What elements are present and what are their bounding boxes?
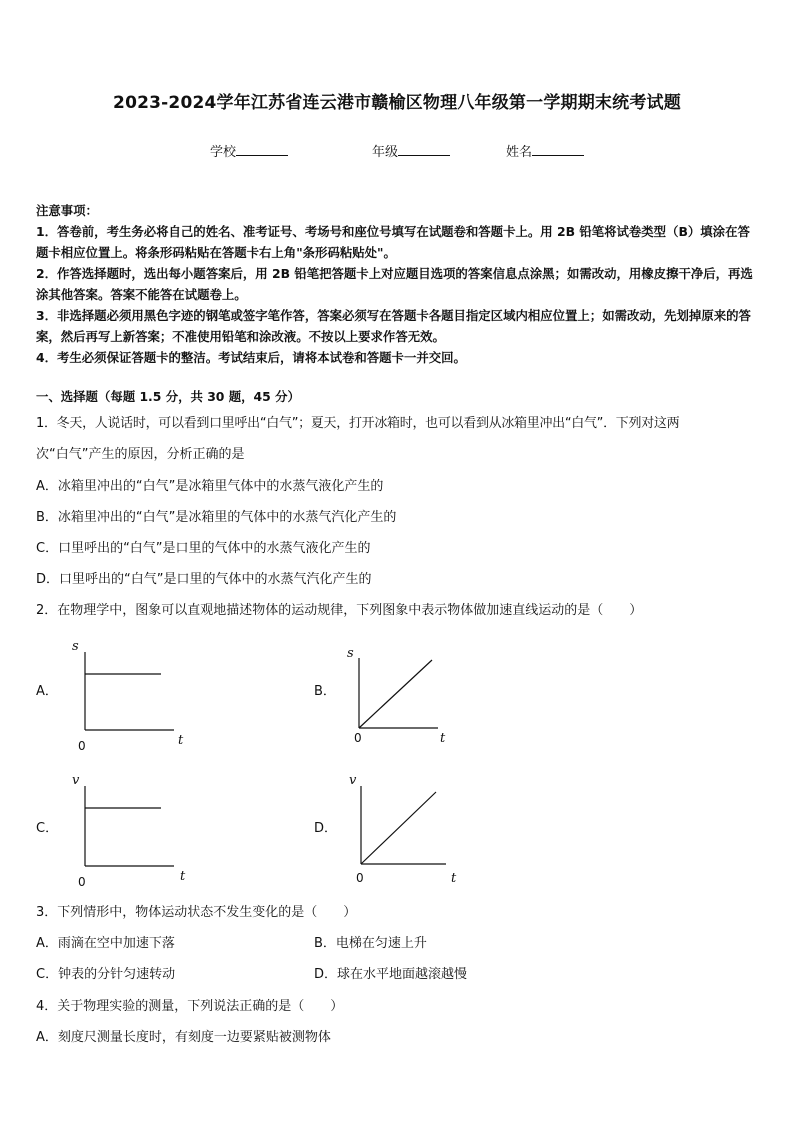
x-axis-label: t xyxy=(180,869,186,884)
y-axis-label: s xyxy=(72,639,79,654)
x-axis-label: t xyxy=(451,871,457,886)
q2-graph-a xyxy=(68,634,198,754)
notice-item-4: 4．考生必须保证答题卡的整洁。考试结束后，请将本试卷和答题卡一并交回。 xyxy=(36,350,466,365)
q4-stem: 4．关于物理实验的测量，下列说法正确的是（ ） xyxy=(36,999,344,1014)
grade-label: 年级 xyxy=(372,145,399,160)
grade-blank[interactable] xyxy=(398,143,450,156)
y-axis-label: s xyxy=(347,646,354,661)
q1-stem-line2: 次“白气”产生的原因，分析正确的是 xyxy=(36,447,245,462)
q1-option-b: B．冰箱里冲出的“白气”是冰箱里的气体中的水蒸气汽化产生的 xyxy=(36,510,397,525)
school-blank[interactable] xyxy=(236,143,288,156)
q2-stem: 2．在物理学中，图象可以直观地描述物体的运动规律，下列图象中表示物体做加速直线运动的是（ ） xyxy=(36,603,643,618)
q1-option-a: A．冰箱里冲出的“白气”是冰箱里气体中的水蒸气液化产生的 xyxy=(36,479,384,494)
q1-option-d: D．口里呼出的“白气”是口里的气体中的水蒸气汽化产生的 xyxy=(36,572,372,587)
section-heading: 一、选择题（每题 1.5 分，共 30 题，45 分） xyxy=(36,389,300,404)
q3-option-a: A．雨滴在空中加速下落 xyxy=(36,936,175,951)
school-label: 学校 xyxy=(210,145,237,160)
q2-option-b-label: B． xyxy=(314,684,336,699)
notice-item-2: 2．作答选择题时，选出每小题答案后，用 2B 铅笔把答题卡上对应题目选项的答案信息点涂黑；如需改动，用橡皮擦干净后，再选涂其他答案。答案不能答在试题卷上。 xyxy=(36,266,753,302)
school-field xyxy=(210,141,288,160)
graph-line xyxy=(361,792,436,864)
q2-graph-d xyxy=(340,770,470,885)
y-axis-label: v xyxy=(349,773,357,788)
grade-field xyxy=(372,141,450,160)
graph-line xyxy=(359,660,432,728)
notice-item-1: 1．答卷前，考生务必将自己的姓名、准考证号、考场号和座位号填写在试题卷和答题卡上。用 2B 铅笔将试卷类型（B）填涂在答题卡相应位置上。将条形码粘贴在答题卡右上角"条形码粘贴处"。 xyxy=(36,224,750,260)
x-axis-label: t xyxy=(178,733,184,748)
q3-stem: 3．下列情形中，物体运动状态不发生变化的是（ ） xyxy=(36,905,357,920)
q2-option-a-label: A． xyxy=(36,684,58,699)
x-axis-label: t xyxy=(440,731,446,746)
q1-stem-line1: 1．冬天，人说话时，可以看到口里呼出“白气”；夏天，打开冰箱时，也可以看到从冰箱里冲出“白气”．下列对这两 xyxy=(36,416,680,431)
origin-label: 0 xyxy=(78,875,86,889)
name-blank[interactable] xyxy=(532,143,584,156)
origin-label: 0 xyxy=(78,739,86,753)
exam-title: 2023-2024学年江苏省连云港市赣榆区物理八年级第一学期期末统考试题 xyxy=(113,93,681,113)
q2-graph-b xyxy=(340,644,460,754)
name-field xyxy=(506,141,584,160)
q3-option-c: C．钟表的分针匀速转动 xyxy=(36,967,176,982)
origin-label: 0 xyxy=(356,871,364,885)
name-label: 姓名 xyxy=(506,145,533,160)
q2-graph-c xyxy=(68,770,198,890)
q3-option-b: B．电梯在匀速上升 xyxy=(314,936,427,951)
q4-option-a: A．刻度尺测量长度时，有刻度一边要紧贴被测物体 xyxy=(36,1030,331,1045)
q2-option-c-label: C． xyxy=(36,821,59,836)
q2-option-d-label: D． xyxy=(314,821,338,836)
origin-label: 0 xyxy=(354,731,362,745)
notice-item-3: 3．非选择题必须用黑色字迹的钢笔或签字笔作答，答案必须写在答题卡各题目指定区域内相应位置上；如需改动，先划掉原来的答案，然后再写上新答案；不准使用铅笔和涂改液。不按以上要求作答无效。 xyxy=(36,308,751,344)
y-axis-label: v xyxy=(72,773,80,788)
notice-heading: 注意事项： xyxy=(36,203,98,218)
q3-option-d: D．球在水平地面越滚越慢 xyxy=(314,967,468,982)
q1-option-c: C．口里呼出的“白气”是口里的气体中的水蒸气液化产生的 xyxy=(36,541,371,556)
